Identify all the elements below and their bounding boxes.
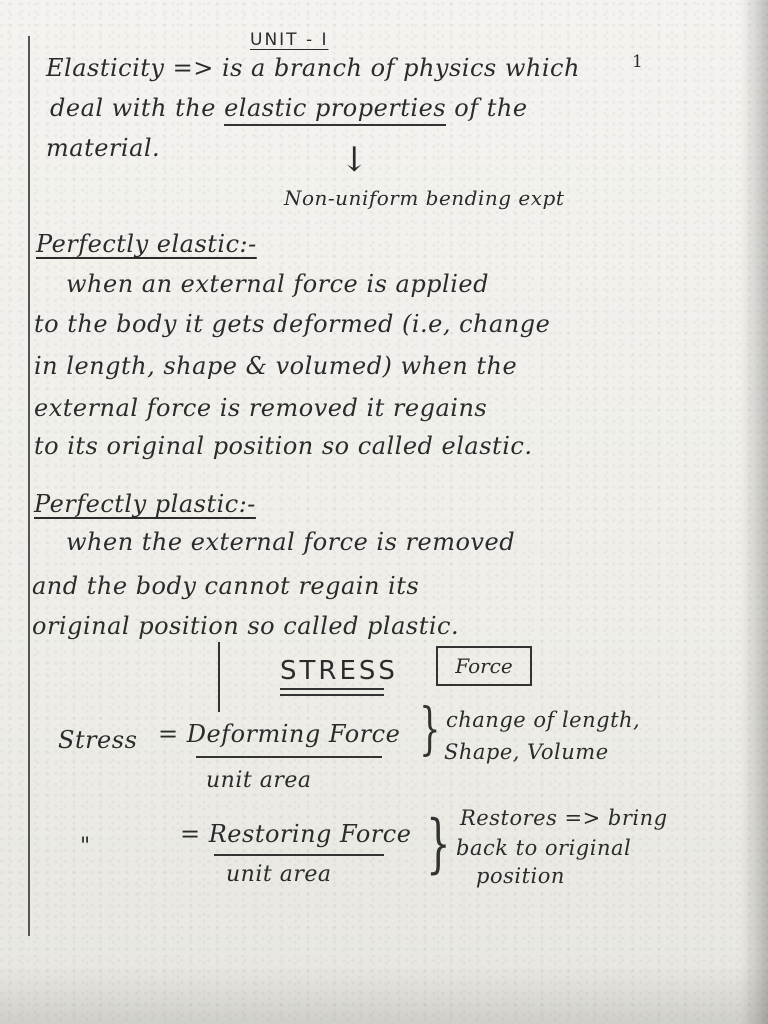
restoring-force: = Restoring Force [180,820,412,848]
unit-area-2: unit area [226,862,332,887]
perfectly-plastic-heading: Perfectly plastic:- [34,490,256,518]
elastic-line-4: external force is removed it regains [34,394,488,422]
stress-title: STRESS [280,656,398,686]
brace-1: } [419,697,441,762]
deforming-force: = Deforming Force [158,720,401,748]
elastic-line-5: to its original position so called elastic. [34,432,533,460]
stress-note-1: change of length, [446,708,641,732]
stress-section-mark [218,642,220,712]
margin-line [28,36,30,936]
perfectly-elastic-heading: Perfectly elastic:- [36,230,257,258]
unit-area-1: unit area [206,768,312,793]
fraction-bar-2 [214,854,384,856]
ditto-mark: " [80,834,91,859]
stress-underline-1 [280,688,384,690]
elastic-properties-term: elastic properties [224,94,446,126]
intro-line-2 [50,94,528,122]
page-bottom-shadow [0,964,768,1024]
force-box: Force [436,646,532,686]
stress-label: Stress [58,726,138,754]
elastic-line-2: to the body it gets deformed (i.e, change [34,310,551,338]
fraction-bar-1 [196,756,382,758]
down-arrow: ↓ [340,140,369,180]
page-number: 1 [632,52,644,72]
intro-line-2-pre: deal with the [50,94,225,122]
experiment-note: Non-uniform bending expt [284,186,565,210]
stress-note-2: Shape, Volume [444,740,609,764]
restore-note-3: position [476,864,565,888]
plastic-line-3: original position so called plastic. [32,612,460,640]
restore-note-2: back to original [456,836,632,860]
unit-title: UNIT - I [250,30,329,50]
intro-line-1: Elasticity => is a branch of physics which [46,54,580,82]
page-edge-shadow [740,0,768,1024]
elastic-line-1: when an external force is applied [66,270,489,298]
intro-line-2-post: of the [446,94,528,122]
brace-2: } [426,807,451,881]
restore-note-1: Restores => bring [460,806,668,830]
plastic-line-1: when the external force is removed [66,528,516,556]
stress-underline-2 [280,694,384,696]
plastic-line-2: and the body cannot regain its [32,572,420,600]
intro-line-3: material. [46,134,161,162]
elastic-line-3: in length, shape & volumed) when the [34,352,518,380]
